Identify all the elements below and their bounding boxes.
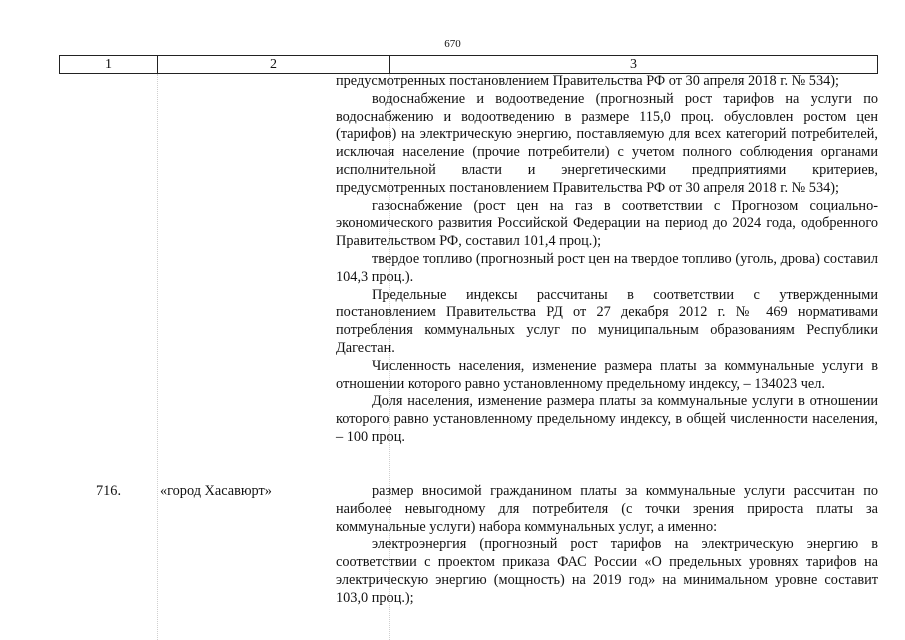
table-header-row bbox=[59, 55, 878, 74]
paragraph: Доля населения, изменение размера платы за коммунальные услуги в отношении которого равно установленному предельному индексу, в общей численности населения, – 100 проц. bbox=[336, 393, 878, 445]
paragraph: предусмотренных постановлением Правительства РФ от 30 апреля 2018 г. № 534); bbox=[336, 73, 839, 89]
row-716-text-block bbox=[336, 483, 878, 608]
continued-text-block bbox=[336, 73, 878, 447]
column-divider-1 bbox=[157, 74, 158, 640]
paragraph: Численность населения, изменение размера платы за коммунальные услуги в отношении которого равно установленному предельному индексу, – 134023 чел. bbox=[336, 357, 878, 392]
paragraph: водоснабжение и водоотведение (прогнозный рост тарифов на услуги по водоснабжению и водоотведению в размере 115,0 проц. обусловлен ростом цен (тарифов) на электрическую энергию, поставляемую для всех категорий потребителей, исключая население (прочие потребители) с учетом полного соблюдения органами исполнительной власти и энергетическими предприятиями критериев, предусмотренных постановлением Правительства РФ от 30 апреля 2018 г. № 534); bbox=[336, 90, 878, 196]
header-col-1: 1 bbox=[60, 56, 158, 73]
header-col-2: 2 bbox=[158, 56, 390, 73]
page-number: 670 bbox=[444, 38, 461, 50]
paragraph: размер вносимой гражданином платы за коммунальные услуги рассчитан по наиболее невыгодному для потребителя (с точки зрения прироста платы за коммунальные услуги) набора коммунальных услуг, а именно: bbox=[336, 483, 878, 535]
paragraph: твердое топливо (прогнозный рост цен на твердое топливо (уголь, дрова) составил 104,3 проц.). bbox=[336, 250, 878, 285]
header-col-3: 3 bbox=[630, 57, 637, 72]
paragraph: газоснабжение (рост цен на газ в соответствии с Прогнозом социально-экономического развития Российской Федерации на период до 2024 года, одобренного Правительством РФ, составил 101,4 проц.); bbox=[336, 197, 878, 250]
row-number: 716. bbox=[96, 483, 122, 499]
paragraph: Предельные индексы рассчитаны в соответствии с утвержденными постановлением Правительства РД от 27 декабря 2012 г. № 469 нормативами потребления коммунальных услуг по муниципальным образованиям Республики Дагестан. bbox=[336, 286, 878, 356]
paragraph: электроэнергия (прогнозный рост тарифов на электрическую энергию в соответствии с проектом приказа ФАС России «О предельных уровнях тарифов на электрическую энергию (мощность) на 2019 год» на минимальном уровне составит 103,0 проц.); bbox=[336, 536, 878, 606]
municipality-name: «город Хасавюрт» bbox=[160, 483, 272, 499]
